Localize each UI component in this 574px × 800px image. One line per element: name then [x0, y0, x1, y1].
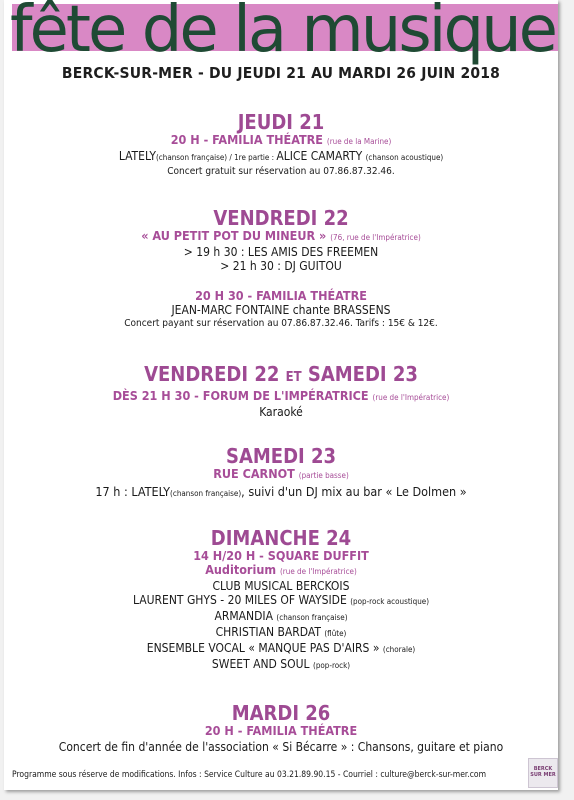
genre-note: (chanson française) / 1re partie :: [155, 153, 277, 162]
act-name: SWEET AND SOUL: [211, 657, 310, 671]
program-line: [4, 149, 558, 165]
act-name: ARMANDIA: [214, 609, 273, 623]
genre-note: (chanson française): [170, 489, 242, 498]
reservation-line: Concert payant sur réservation au 07.86.87.32.46. Tarifs : 15€ & 12€.: [124, 318, 438, 329]
program-line: [4, 483, 558, 503]
section-vendredi-samedi: [4, 363, 558, 419]
program-line: > 21 h 30 : DJ GUITOU: [220, 259, 342, 273]
genre-note: (flûte): [324, 629, 347, 638]
act-line: [4, 641, 558, 657]
venue-line: [4, 133, 558, 149]
section-samedi: [4, 445, 558, 503]
program-line: JEAN-MARC FONTAINE chante BRASSENS: [171, 303, 391, 317]
genre-note: (chanson française): [276, 613, 348, 622]
poster-title: fête de la musique: [10, 0, 555, 67]
venue-note: (rue de la Marine): [326, 137, 392, 146]
venue-name: Auditorium: [205, 562, 277, 577]
program-line: > 19 h 30 : LES AMIS DES FREEMEN: [183, 245, 379, 259]
venue-note: (76, rue de l'Impératrice): [330, 233, 421, 242]
venue-name: 14 H/20 H - SQUARE DUFFIT: [193, 548, 369, 563]
venue-note: (rue de l'Impératrice): [372, 393, 450, 402]
day-heading: SAMEDI 23: [225, 444, 337, 468]
day-a: VENDREDI 22: [144, 362, 280, 386]
venue-name: 20 H 30 - FAMILIA THÉATRE: [195, 288, 367, 303]
logo-text: BERCK SUR MER: [530, 766, 556, 778]
day-heading: VENDREDI 22: [213, 206, 349, 230]
venue-note: (rue de l'Impératrice): [279, 567, 357, 576]
act-line: [4, 625, 558, 641]
act-line: [4, 579, 558, 593]
act-name: LAURENT GHYS - 20 MILES OF WAYSIDE: [132, 593, 347, 607]
day-b: SAMEDI 23: [307, 362, 418, 386]
venue-line: [4, 467, 558, 483]
genre-note: (chorale): [382, 645, 416, 654]
venue-note: (partie basse): [298, 471, 349, 480]
program-text: 17 h : LATELY: [95, 484, 171, 499]
venue-line: [4, 563, 558, 579]
poster-page: [4, 0, 558, 790]
section-vendredi: [4, 207, 558, 330]
act-name: ENSEMBLE VOCAL « MANQUE PAS D'AIRS »: [146, 641, 380, 655]
venue-line: [4, 389, 558, 405]
poster-subtitle: BERCK-SUR-MER - DU JEUDI 21 AU MARDI 26 JUIN 2018: [61, 64, 501, 82]
venue-name: 20 H - FAMILIA THÉATRE: [204, 723, 358, 738]
section-mardi: [4, 702, 558, 756]
day-heading: DIMANCHE 24: [210, 526, 352, 550]
footer-text: Programme sous réserve de modifications. Infos : Service Culture au 03.21.89.90.15 - Courriel : culture@berck-sur-mer.com: [12, 770, 487, 780]
genre-note: (chanson acoustique): [365, 153, 444, 162]
venue-line: [4, 229, 558, 245]
genre-note: (pop-rock): [313, 661, 351, 670]
genre-note: (pop-rock acoustique): [350, 597, 430, 606]
title-band: [10, 0, 558, 67]
reservation-line: Concert gratuit sur réservation au 07.86.87.32.46.: [167, 166, 395, 177]
venue-name: RUE CARNOT: [213, 466, 295, 481]
program-text: , suivi d'un DJ mix au bar « Le Dolmen »: [241, 484, 467, 499]
section-dimanche: [4, 527, 558, 673]
berck-logo: [528, 758, 558, 788]
day-et: ET: [285, 370, 302, 385]
venue-name: « AU PETIT POT DU MINEUR »: [141, 228, 327, 243]
act-name: CHRISTIAN BARDAT: [215, 625, 321, 639]
day-heading: [4, 363, 558, 389]
act-name: CLUB MUSICAL BERCKOIS: [212, 579, 350, 593]
program-line: Karaoké: [259, 405, 303, 419]
section-jeudi: [4, 111, 558, 178]
day-heading: MARDI 26: [231, 701, 331, 725]
act-line: [4, 593, 558, 609]
artist-name: LATELY: [118, 149, 156, 163]
venue-name: 20 H - FAMILIA THÉATRE: [170, 132, 323, 147]
act-line: [4, 657, 558, 673]
day-heading: JEUDI 21: [237, 110, 325, 134]
act-line: [4, 609, 558, 625]
program-line: Concert de fin d'année de l'association « Si Bécarre » : Chansons, guitare et piano: [58, 740, 504, 754]
venue-name: DÈS 21 H 30 - FORUM DE L'IMPÉRATRICE: [112, 388, 369, 403]
artist-name: ALICE CAMARTY: [276, 149, 363, 163]
